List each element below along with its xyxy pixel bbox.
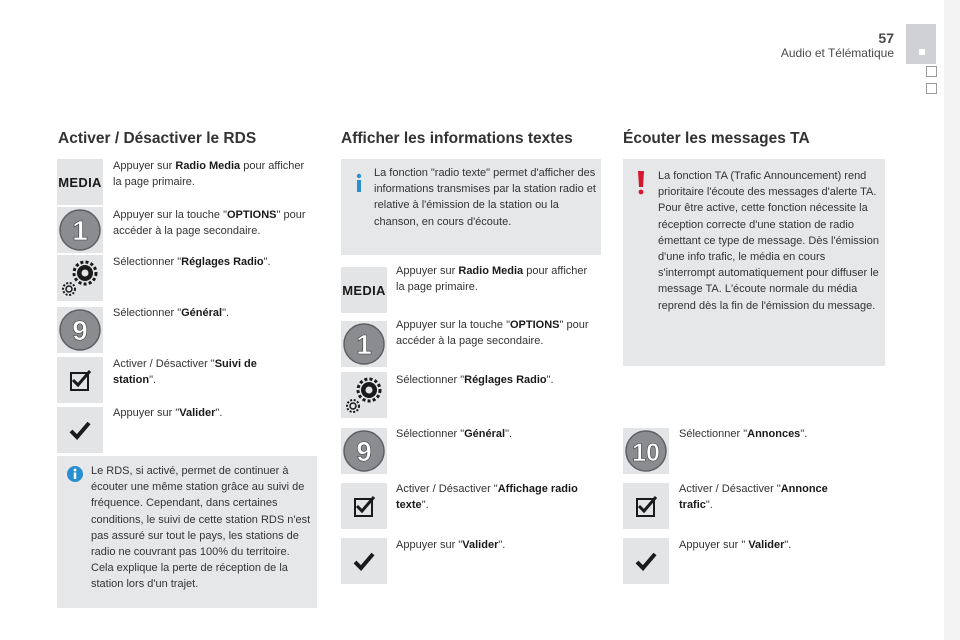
step-1-icon [57, 207, 103, 253]
settings-gear-icon [341, 372, 387, 418]
info-icon [66, 465, 84, 488]
svg-text:1: 1 [356, 329, 372, 360]
warning-icon [636, 171, 646, 200]
radio-text-info-box [341, 159, 601, 255]
radio-text-heading: Afficher les informations textes [341, 130, 573, 147]
radio-text-step-reglages-radio: Sélectionner "Réglages Radio". [396, 374, 554, 386]
rds-heading: Activer / Désactiver le RDS [58, 130, 257, 147]
rds-info-box [57, 456, 317, 608]
ta-step-annonces: Sélectionner "Annonces". [679, 428, 808, 440]
step-10-icon [623, 428, 669, 474]
chapter-tab-empty-2[interactable] [926, 83, 937, 94]
rds-step-reglages-radio: Sélectionner "Réglages Radio". [113, 256, 271, 268]
chapter-tab-empty-1[interactable] [926, 66, 937, 77]
section-title: Audio et Télématique [780, 46, 894, 60]
ta-step-annonce-trafic: Activer / Désactiver "Annonce trafic". [679, 483, 828, 511]
step-9-icon [341, 428, 387, 474]
radio-text-step-radio-media: Appuyer sur Radio Media pour afficher la page primaire. [396, 265, 588, 293]
radio-text-step-affichage: Activer / Désactiver "Affichage radio texte". [396, 483, 578, 511]
radio-text-step-general: Sélectionner "Général". [396, 428, 513, 440]
rds-step-valider: Appuyer sur "Valider". [113, 407, 223, 419]
info-icon [351, 173, 367, 198]
svg-text:9: 9 [356, 436, 372, 467]
ta-warning-text: La fonction TA (Trafic Announcement) rend prioritaire l'écoute des messages d'alerte TA. Pour être active, cette fonction nécessite la réception correcte d'une station de radio émettant ce type de message. Dès l'émission d'une info trafic, le média en cours s'interrompt automatiquement pour diffuser le message TA. L'écoute normale du média reprend dès la fin de l'émission du message. [658, 170, 879, 312]
ta-heading: Écouter les messages TA [623, 130, 810, 147]
radio-text-info-text: La fonction "radio texte" permet d'afficher des informations transmises par la station radio et relative à l'émission de la station ou la chanson, en cours d'écoute. [374, 167, 596, 228]
rds-step-general: Sélectionner "Général". [113, 307, 230, 319]
checkbox-toggle-icon [623, 483, 669, 529]
svg-text:10: 10 [632, 439, 660, 467]
settings-gear-icon [57, 255, 103, 301]
checkbox-toggle-icon [341, 483, 387, 529]
ta-step-valider: Appuyer sur " Valider". [679, 539, 792, 551]
step-9-icon [57, 307, 103, 353]
rds-info-text: Le RDS, si activé, permet de continuer à écouter une même station grâce au suivi de fréquence. Cependant, dans certaines conditions, le suivi de cette station RDS n'est pas assuré sur tout le pays, les stations de radio ne couvrant pas 100% du territoire. Cela explique la perte de réception de la station lors d'un trajet. [91, 465, 311, 591]
chapter-tab-marker [919, 49, 925, 55]
rds-step-options: Appuyer sur la touche "OPTIONS" pour accéder à la page secondaire. [113, 209, 306, 237]
ta-warning-box [623, 159, 885, 366]
radio-text-step-options: Appuyer sur la touche "OPTIONS" pour accéder à la page secondaire. [396, 319, 589, 347]
svg-text:9: 9 [72, 315, 88, 346]
radio-text-step-valider: Appuyer sur "Valider". [396, 539, 506, 551]
validate-checkmark-icon [341, 538, 387, 584]
chapter-tab[interactable] [906, 24, 936, 64]
checkbox-toggle-icon [57, 357, 103, 403]
rds-step-radio-media: Appuyer sur Radio Media pour afficher la page primaire. [113, 160, 305, 188]
validate-checkmark-icon [57, 407, 103, 453]
media-button-icon: MEDIA [57, 159, 103, 205]
rds-step-suivi-station: Activer / Désactiver "Suivi de station". [113, 358, 257, 386]
svg-text:1: 1 [72, 215, 88, 246]
page-edge-strip [944, 0, 960, 640]
page-number: 57 [878, 30, 894, 46]
media-button-icon: MEDIA [341, 267, 387, 313]
validate-checkmark-icon [623, 538, 669, 584]
step-1-icon [341, 321, 387, 367]
